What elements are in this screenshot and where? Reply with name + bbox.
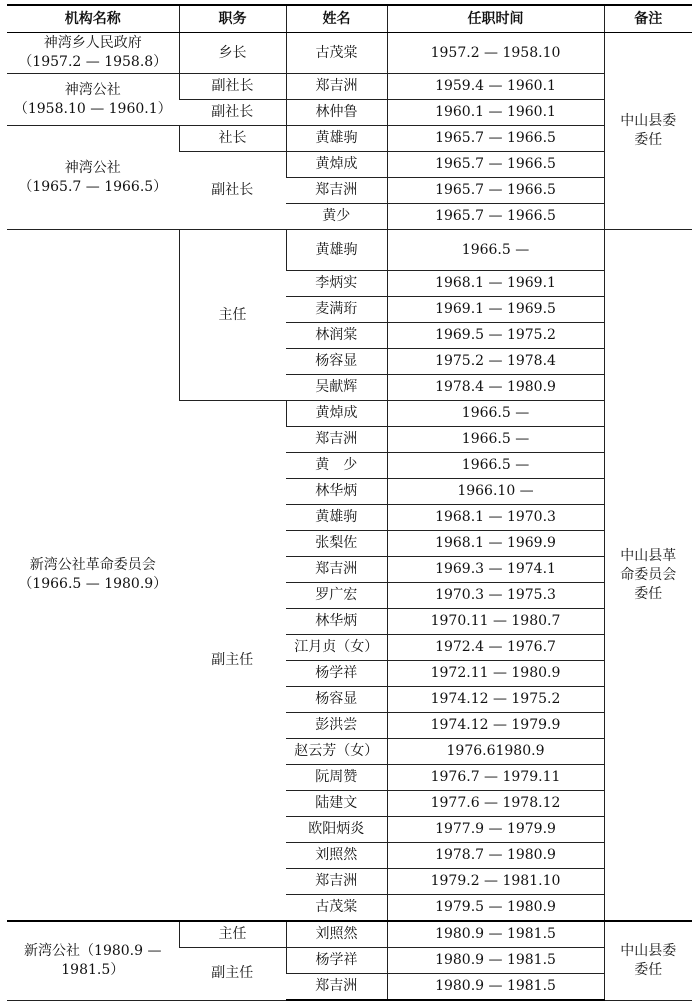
time-cell: 1960.1 — 1960.1 — [387, 100, 604, 126]
role-cell: 副主任 — [179, 401, 286, 922]
time-cell: 1966.5 — — [387, 453, 604, 479]
name-cell: 黄焯成 — [286, 401, 387, 427]
time-cell: 1970.11 — 1980.7 — [387, 609, 604, 635]
time-cell: 1966.10 — — [387, 479, 604, 505]
name-cell: 林华炳 — [286, 609, 387, 635]
time-cell: 1965.7 — 1966.5 — [387, 204, 604, 230]
name-cell: 郑吉洲 — [286, 974, 387, 1001]
role-cell: 社长 — [179, 126, 286, 152]
name-cell: 郑吉洲 — [286, 74, 387, 100]
time-cell: 1969.1 — 1969.5 — [387, 297, 604, 323]
org-cell: 神湾公社 （1965.7 — 1966.5） — [7, 126, 179, 230]
time-cell: 1957.2 — 1958.10 — [387, 33, 604, 74]
role-cell: 副社长 — [179, 74, 286, 100]
role-cell: 主任 — [179, 921, 286, 948]
name-cell: 黄焯成 — [286, 152, 387, 178]
name-cell: 黄雄驹 — [286, 126, 387, 152]
name-cell: 郑吉洲 — [286, 557, 387, 583]
time-cell: 1965.7 — 1966.5 — [387, 178, 604, 204]
name-cell: 陆建文 — [286, 791, 387, 817]
time-cell: 1978.4 — 1980.9 — [387, 375, 604, 401]
name-cell: 郑吉洲 — [286, 427, 387, 453]
time-cell: 1966.5 — — [387, 401, 604, 427]
role-cell: 主任 — [179, 230, 286, 401]
time-cell: 1968.1 — 1969.1 — [387, 271, 604, 297]
name-cell: 黄雄驹 — [286, 230, 387, 271]
time-cell: 1974.12 — 1979.9 — [387, 713, 604, 739]
remark-cell: 中山县革 命委员会 委任 — [604, 230, 692, 922]
name-cell: 林华炳 — [286, 479, 387, 505]
name-cell: 麦满珩 — [286, 297, 387, 323]
time-cell: 1965.7 — 1966.5 — [387, 126, 604, 152]
header-name: 姓名 — [286, 5, 387, 33]
name-cell: 李炳实 — [286, 271, 387, 297]
time-cell: 1979.2 — 1981.10 — [387, 869, 604, 895]
time-cell: 1972.11 — 1980.9 — [387, 661, 604, 687]
time-cell: 1959.4 — 1960.1 — [387, 74, 604, 100]
time-cell: 1972.4 — 1976.7 — [387, 635, 604, 661]
role-cell: 副社长 — [179, 152, 286, 230]
time-cell: 1968.1 — 1970.3 — [387, 505, 604, 531]
time-cell: 1968.1 — 1969.9 — [387, 531, 604, 557]
name-cell: 吴献辉 — [286, 375, 387, 401]
name-cell: 欧阳炳炎 — [286, 817, 387, 843]
header-remark: 备注 — [604, 5, 692, 33]
time-cell: 1977.9 — 1979.9 — [387, 817, 604, 843]
name-cell: 杨学祥 — [286, 661, 387, 687]
header-time: 任职时间 — [387, 5, 604, 33]
time-cell: 1976.61980.9 — [387, 739, 604, 765]
time-cell: 1966.5 — — [387, 230, 604, 271]
name-cell: 黄 少 — [286, 453, 387, 479]
table-row — [7, 33, 692, 74]
name-cell: 刘照然 — [286, 921, 387, 948]
name-cell: 阮周赞 — [286, 765, 387, 791]
name-cell: 林仲鲁 — [286, 100, 387, 126]
name-cell: 黄少 — [286, 204, 387, 230]
time-cell: 1969.3 — 1974.1 — [387, 557, 604, 583]
name-cell: 彭洪尝 — [286, 713, 387, 739]
org-cell: 新湾公社（1980.9 — 1981.5） — [7, 921, 179, 1000]
name-cell: 张梨佐 — [286, 531, 387, 557]
table-row — [7, 921, 692, 948]
name-cell: 古茂棠 — [286, 895, 387, 922]
appointments-table — [7, 4, 692, 1001]
time-cell: 1978.7 — 1980.9 — [387, 843, 604, 869]
table-row — [7, 126, 692, 152]
name-cell: 杨学祥 — [286, 948, 387, 974]
time-cell: 1975.2 — 1978.4 — [387, 349, 604, 375]
name-cell: 郑吉洲 — [286, 869, 387, 895]
header-role: 职务 — [179, 5, 286, 33]
name-cell: 赵云芳（女） — [286, 739, 387, 765]
remark-cell: 中山县委 委任 — [604, 33, 692, 230]
name-cell: 罗广宏 — [286, 583, 387, 609]
table-row — [7, 230, 692, 271]
time-cell: 1974.12 — 1975.2 — [387, 687, 604, 713]
time-cell: 1969.5 — 1975.2 — [387, 323, 604, 349]
name-cell: 郑吉洲 — [286, 178, 387, 204]
time-cell: 1970.3 — 1975.3 — [387, 583, 604, 609]
table-row — [7, 74, 692, 100]
name-cell: 江月贞（女） — [286, 635, 387, 661]
time-cell: 1965.7 — 1966.5 — [387, 152, 604, 178]
time-cell: 1966.5 — — [387, 427, 604, 453]
header-row — [7, 5, 692, 33]
time-cell: 1977.6 — 1978.12 — [387, 791, 604, 817]
time-cell: 1976.7 — 1979.11 — [387, 765, 604, 791]
org-cell: 神湾公社 （1958.10 — 1960.1） — [7, 74, 179, 126]
org-cell: 新湾公社革命委员会 （1966.5 — 1980.9） — [7, 230, 179, 922]
name-cell: 林润棠 — [286, 323, 387, 349]
role-cell: 乡长 — [179, 33, 286, 74]
name-cell: 刘照然 — [286, 843, 387, 869]
time-cell: 1980.9 — 1981.5 — [387, 921, 604, 948]
header-org: 机构名称 — [7, 5, 179, 33]
org-cell: 神湾乡人民政府 （1957.2 — 1958.8） — [7, 33, 179, 74]
name-cell: 杨容显 — [286, 349, 387, 375]
name-cell: 杨容显 — [286, 687, 387, 713]
time-cell: 1980.9 — 1981.5 — [387, 948, 604, 974]
role-cell: 副主任 — [179, 948, 286, 1001]
remark-cell: 中山县委 委任 — [604, 921, 692, 1000]
name-cell: 古茂棠 — [286, 33, 387, 74]
role-cell: 副社长 — [179, 100, 286, 126]
time-cell: 1979.5 — 1980.9 — [387, 895, 604, 922]
name-cell: 黄雄驹 — [286, 505, 387, 531]
time-cell: 1980.9 — 1981.5 — [387, 974, 604, 1001]
